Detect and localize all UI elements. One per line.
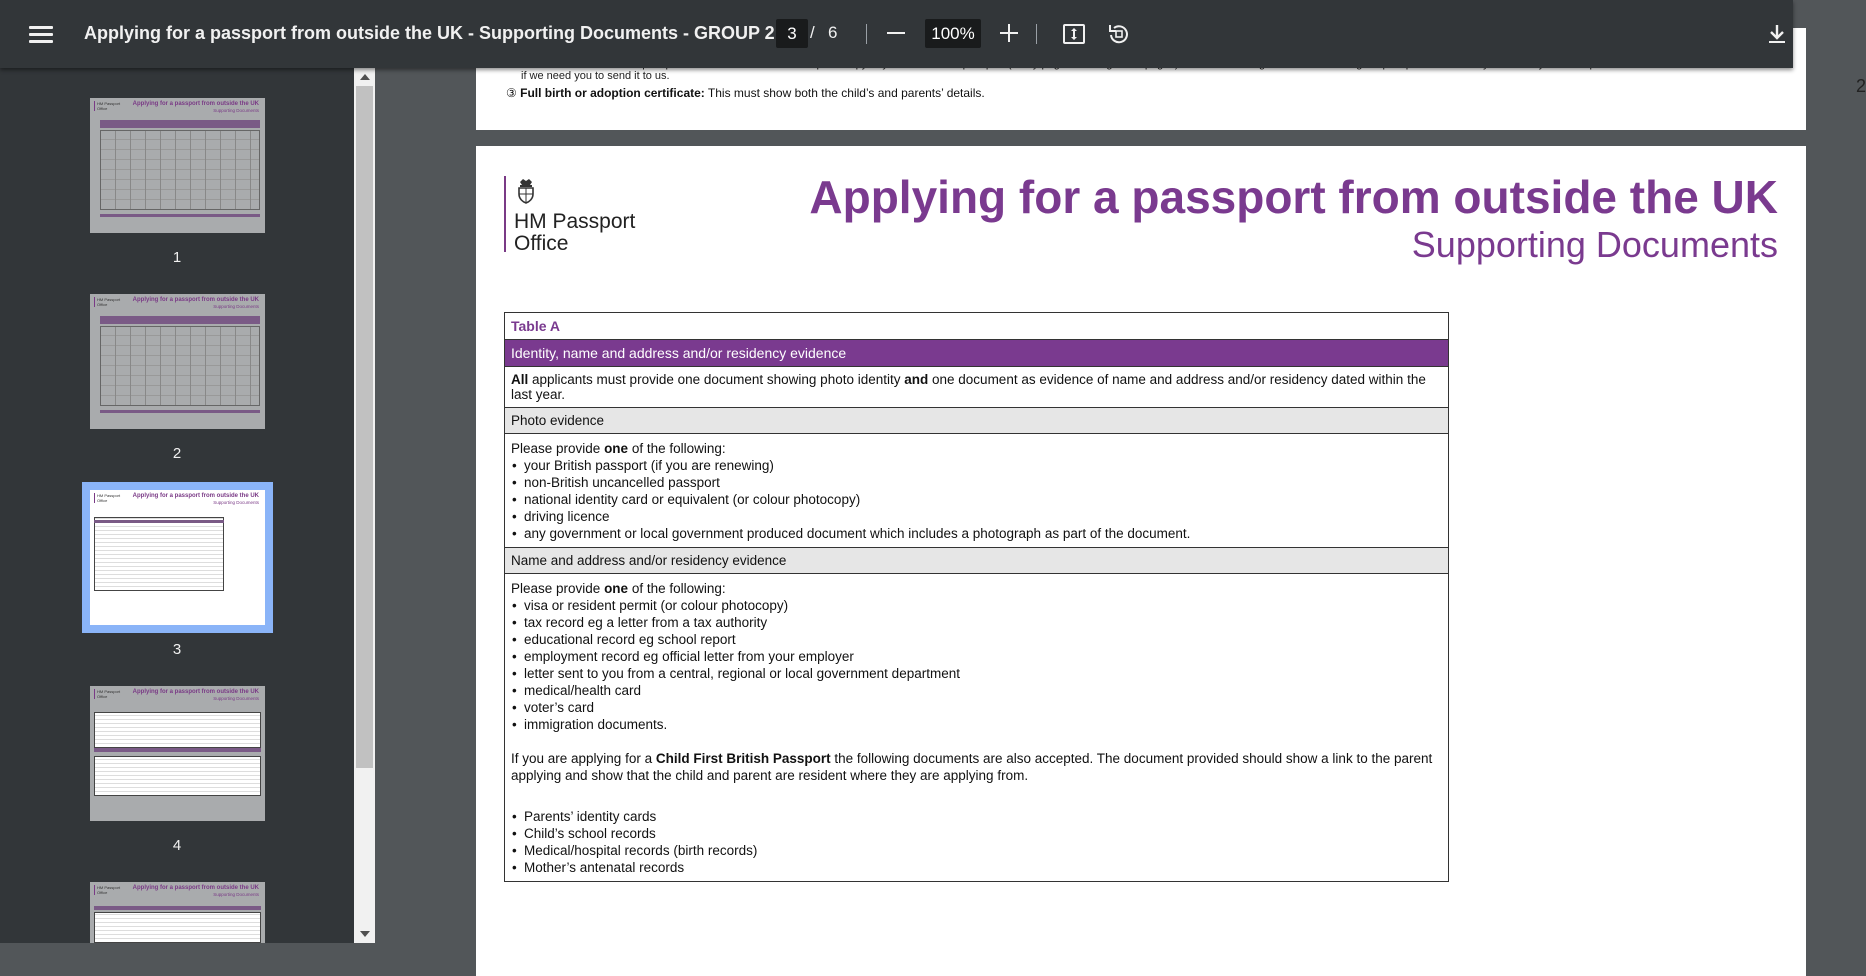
photo-evidence-heading: Photo evidence: [505, 408, 1448, 434]
list-item: • Child’s school records: [511, 825, 1442, 842]
intro-all: All: [511, 372, 529, 387]
please-prefix: Please provide: [511, 441, 605, 456]
list-item: • educational record eg school report: [511, 631, 1442, 648]
divider: [866, 24, 867, 44]
hm-passport-office-logo: [504, 176, 636, 255]
thumbnail-number: 1: [172, 249, 182, 266]
please-provide-line: [511, 440, 1442, 457]
thumbnail-title: Applying for a passport from outside the UK: [132, 689, 259, 695]
thumbnail-band: [100, 214, 260, 217]
please-suffix: of the following:: [628, 441, 726, 456]
list-item: • Mother’s antenatal records: [511, 859, 1442, 876]
thumbnail-page[interactable]: [90, 294, 265, 429]
thumbnail-page-active[interactable]: [90, 490, 265, 625]
thumbnail-number: 3: [172, 641, 182, 658]
list-item: • letter sent to you from a central, regional or local government department: [511, 665, 1442, 682]
thumbnail-grid: [100, 326, 260, 406]
please-provide-line: [511, 580, 1442, 597]
thumbnail-title: Applying for a passport from outside the UK: [132, 297, 259, 303]
list-item: • non-British uncancelled passport: [511, 474, 1442, 491]
child-passport-paragraph: [511, 750, 1442, 784]
certificate-text: This must show both the child’s and parents’ details.: [704, 86, 985, 100]
list-item: • medical/health card: [511, 682, 1442, 699]
thumbnail-logo: HM Passport Office: [94, 493, 120, 503]
list-item: • voter’s card: [511, 699, 1442, 716]
spacer: [511, 733, 1442, 750]
scroll-up-icon[interactable]: [360, 74, 370, 80]
document-title: Applying for a passport from outside the UK - Supporting Documents - GROUP 2: [84, 23, 775, 43]
document-viewer[interactable]: [375, 68, 1866, 943]
sidebar-scrollbar-thumb[interactable]: [356, 86, 373, 768]
child-prefix: If you are applying for a: [511, 751, 656, 766]
thumbnail-logo: HM Passport Office: [94, 885, 120, 895]
table-a: [504, 312, 1449, 882]
child-suffix: the following documents are also accepted. The document provided should show a link to the parent applying and show that the child and parent are resident where they are applying from.: [511, 751, 1433, 783]
toolbar: [0, 0, 1793, 68]
page-title: Applying for a passport from outside the UK: [809, 171, 1778, 223]
thumbnail-band: [100, 410, 260, 413]
thumbnail-title: Applying for a passport from outside the UK: [132, 101, 259, 107]
thumbnail-subtitle: Supporting Documents: [213, 892, 259, 897]
cut-text-line: if we need you to send it to us.: [521, 70, 670, 82]
child-bold: Child First British Passport: [655, 751, 831, 766]
thumbnail-page[interactable]: [90, 882, 265, 943]
divider: [1036, 24, 1037, 44]
rotate-icon[interactable]: [1107, 22, 1131, 46]
thumbnail-title: Applying for a passport from outside the UK: [132, 885, 259, 891]
table-header: Identity, name and address and/or residency evidence: [505, 340, 1448, 367]
page-number-input[interactable]: 3: [776, 19, 808, 48]
thumbnail-band: [94, 906, 261, 910]
address-evidence-heading: Name and address and/or residency evidence: [505, 548, 1448, 574]
intro-text: one document as evidence of name and address and/or residency dated within the last year.: [511, 372, 1426, 402]
menu-icon[interactable]: [26, 22, 56, 46]
address-evidence-list: [505, 574, 1448, 881]
intro-and: and: [904, 372, 929, 387]
thumbnail-subtitle: Supporting Documents: [213, 696, 259, 701]
list-item: • employment record eg official letter from your employer: [511, 648, 1442, 665]
thumbnail-band: [94, 520, 224, 523]
list-item: • Parents’ identity cards: [511, 808, 1442, 825]
list-item: • visa or resident permit (or colour photocopy): [511, 597, 1442, 614]
list-item: • Medical/hospital records (birth records): [511, 842, 1442, 859]
thumbnail-title: Applying for a passport from outside the UK: [132, 493, 259, 499]
thumbnail-logo: HM Passport Office: [94, 689, 120, 699]
table-label: Table A: [505, 313, 1448, 340]
download-icon[interactable]: [1765, 22, 1789, 46]
logo-line-2: Office: [514, 232, 569, 255]
thumbnail-table: [94, 712, 261, 748]
thumbnail-subtitle: Supporting Documents: [213, 304, 259, 309]
scroll-down-icon[interactable]: [360, 931, 370, 937]
thumbnail-table: [94, 756, 261, 796]
thumbnail-logo: HM Passport Office: [94, 297, 120, 307]
thumbnail-subtitle: Supporting Documents: [213, 108, 259, 113]
list-item: • national identity card or equivalent (or colour photocopy): [511, 491, 1442, 508]
thumbnail-grid: [100, 130, 260, 210]
page-subtitle: Supporting Documents: [1411, 224, 1778, 265]
current-page: [476, 146, 1806, 976]
thumbnail-number: 4: [172, 837, 182, 854]
please-one: one: [604, 441, 629, 456]
thumbnail-table: [94, 517, 224, 591]
thumbnail-number: 2: [172, 445, 182, 462]
list-item: • your British passport (if you are renewing): [511, 457, 1442, 474]
thumbnail-table: [94, 912, 261, 943]
intro-text: applicants must provide one document showing photo identity: [528, 372, 905, 387]
fit-page-icon[interactable]: [1062, 22, 1086, 46]
please-one: one: [604, 581, 629, 596]
page-separator: /: [810, 23, 815, 42]
page-number: 2: [1856, 76, 1866, 96]
certificate-label: Full birth or adoption certificate:: [520, 86, 705, 100]
thumbnail-band: [100, 120, 260, 128]
list-item: • any government or local government produced document which includes a photograph as part of the document.: [511, 525, 1442, 542]
thumbnail-band: [94, 748, 261, 752]
thumbnail-sidebar: [0, 68, 375, 943]
photo-evidence-list: [505, 434, 1448, 548]
royal-crest-icon: [514, 176, 538, 206]
list-item: • immigration documents.: [511, 716, 1442, 733]
please-suffix: of the following:: [628, 581, 726, 596]
thumbnail-band: [100, 316, 260, 324]
logo-line-1: HM Passport: [514, 210, 636, 233]
page-total: 6: [828, 23, 838, 42]
spacer: [511, 784, 1442, 808]
table-intro: [505, 367, 1448, 408]
thumbnail-logo: HM Passport Office: [94, 101, 120, 111]
zoom-input[interactable]: 100%: [925, 19, 981, 48]
list-item: • driving licence: [511, 508, 1442, 525]
please-prefix: Please provide: [511, 581, 605, 596]
thumbnail-page[interactable]: [90, 686, 265, 821]
list-item: • tax record eg a letter from a tax authority: [511, 614, 1442, 631]
thumbnail-page[interactable]: [90, 98, 265, 233]
thumbnail-subtitle: Supporting Documents: [213, 500, 259, 505]
zoom-in-button[interactable]: [1000, 24, 1018, 42]
circled-number-3: ③: [506, 86, 517, 100]
certificate-line: [506, 86, 985, 100]
zoom-out-button[interactable]: [887, 32, 905, 34]
